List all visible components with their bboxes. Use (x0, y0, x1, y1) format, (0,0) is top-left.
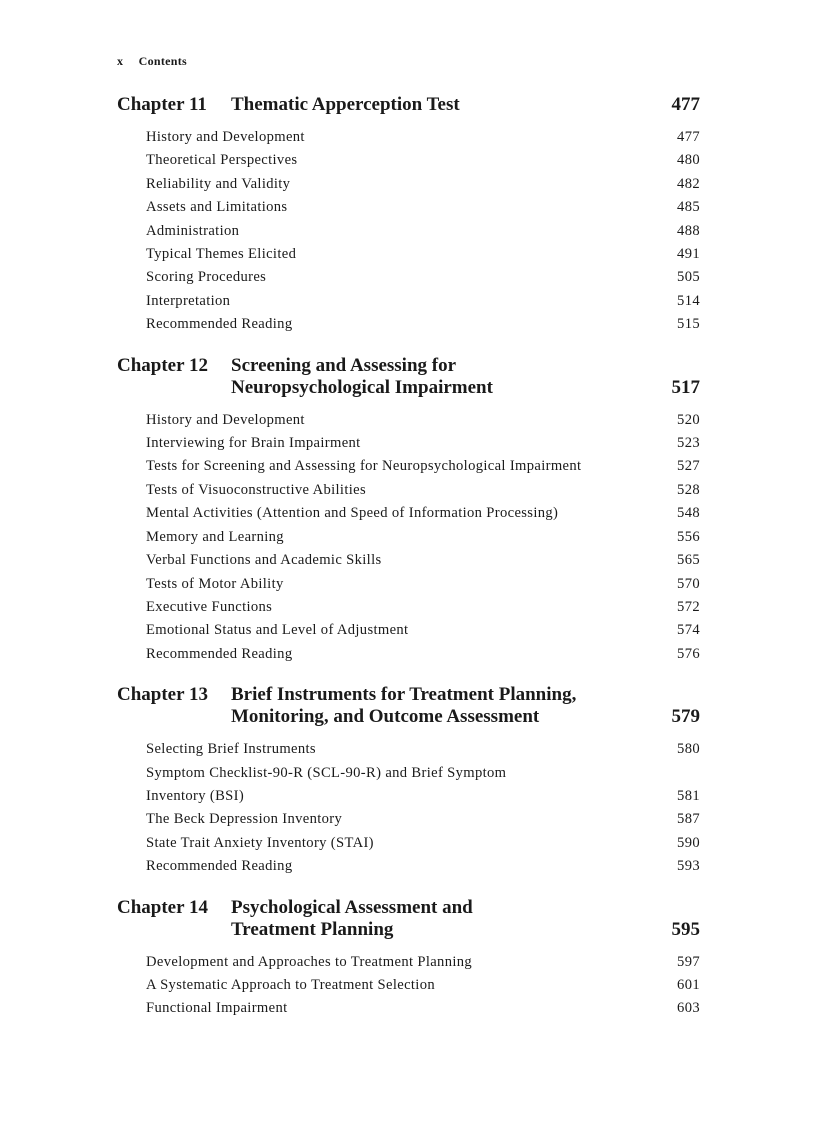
toc-entry-title: Reliability and Validity (146, 175, 291, 192)
toc-entry-title: Tests of Motor Ability (146, 575, 284, 592)
toc-entry (146, 243, 700, 266)
chapter-page-number: 477 (671, 94, 700, 115)
toc-entry-page-number: 515 (677, 316, 700, 333)
chapter-heading (117, 684, 700, 728)
toc-entry-page-number: 527 (677, 458, 700, 475)
toc-entry-page-number: 574 (677, 622, 700, 639)
toc-entry-title: Emotional Status and Level of Adjustment (146, 622, 409, 639)
toc-entry (146, 313, 700, 336)
chapter-section (117, 897, 700, 1021)
toc-entry (146, 619, 700, 642)
toc-entry (146, 479, 700, 502)
chapter-section (117, 684, 700, 878)
toc-entry-title: Scoring Procedures (146, 269, 267, 286)
toc-entry (146, 762, 700, 809)
running-head (117, 54, 187, 69)
toc-entry-page-number: 587 (677, 811, 700, 828)
toc-entry-title: History and Development (146, 129, 305, 145)
toc-entry-page-number: 528 (677, 481, 700, 498)
toc-entry (146, 455, 700, 478)
toc-entry-page-number: 601 (677, 976, 700, 993)
toc-entry-title: A Systematic Approach to Treatment Selection (146, 976, 435, 993)
toc-entry-page-number: 488 (677, 222, 700, 239)
toc-entry-title: Assets and Limitations (146, 199, 288, 216)
toc-entry (146, 290, 700, 313)
chapter-number: Chapter 13 (117, 684, 208, 706)
toc-entry (146, 855, 700, 878)
chapter-section (117, 355, 700, 666)
toc-entry-page-number: 590 (677, 834, 700, 851)
chapter-title: Brief Instruments for Treatment Planning, Monitoring, and Outcome Assessment (231, 684, 577, 728)
toc-entry (146, 196, 700, 219)
toc-entry-page-number: 491 (677, 246, 700, 263)
running-head-title: Contents (138, 54, 188, 68)
toc-entry (146, 526, 700, 549)
toc-entry-page-number: 485 (677, 199, 700, 216)
toc-entry-title: Interviewing for Brain Impairment (146, 435, 361, 452)
toc-entry-title: Tests of Visuoconstructive Abilities (146, 481, 366, 498)
chapter-entries (117, 126, 700, 337)
toc-entry-title: Development and Approaches to Treatment Planning (146, 953, 473, 970)
chapter-number: Chapter 12 (117, 354, 208, 376)
chapter-section (117, 94, 700, 337)
table-of-contents (117, 94, 700, 1039)
toc-entry-title: Administration (146, 222, 240, 239)
toc-entry-title: Tests for Screening and Assessing for Neuropsychological Impairment (146, 458, 582, 475)
toc-entry-page-number: 576 (677, 645, 700, 662)
toc-entry (146, 126, 700, 149)
chapter-entries (117, 738, 700, 878)
chapter-entries (117, 409, 700, 666)
toc-entry-page-number: 520 (677, 411, 700, 428)
chapter-title: Thematic Apperception Test (231, 94, 460, 115)
toc-entry (146, 266, 700, 289)
toc-entry-title: Selecting Brief Instruments (146, 741, 316, 758)
toc-entry (146, 808, 700, 831)
toc-entry (146, 220, 700, 243)
chapter-page-number: 595 (671, 918, 700, 940)
toc-entry (146, 596, 700, 619)
page-number: x (117, 54, 124, 68)
toc-entry (146, 951, 700, 974)
chapter-page-number: 517 (671, 376, 700, 398)
toc-entry (146, 997, 700, 1020)
toc-entry-title: Memory and Learning (146, 528, 284, 545)
toc-entry-title: Executive Functions (146, 598, 273, 615)
toc-entry-title: State Trait Anxiety Inventory (STAI) (146, 834, 374, 851)
toc-entry-page-number: 482 (677, 175, 700, 192)
toc-entry-page-number: 556 (677, 528, 700, 545)
toc-entry-page-number: 572 (677, 598, 700, 615)
chapter-title: Psychological Assessment and Treatment Planning (231, 896, 473, 940)
chapter-title: Screening and Assessing for Neuropsychological Impairment (231, 354, 493, 398)
toc-entry-title: Recommended Reading (146, 316, 293, 333)
chapter-heading (117, 355, 700, 399)
toc-entry-page-number: 477 (677, 129, 700, 145)
toc-entry (146, 832, 700, 855)
toc-entry-page-number: 565 (677, 552, 700, 569)
toc-entry-title: Recommended Reading (146, 645, 293, 662)
toc-entry-title: History and Development (146, 411, 305, 428)
toc-entry-title: Mental Activities (Attention and Speed of Information Processing) (146, 505, 559, 522)
toc-entry-title: Theoretical Perspectives (146, 152, 298, 169)
toc-entry-page-number: 581 (677, 787, 700, 804)
chapter-number: Chapter 11 (117, 94, 207, 115)
toc-entry (146, 974, 700, 997)
chapter-heading (117, 897, 700, 941)
toc-entry-page-number: 580 (677, 741, 700, 758)
toc-entry-page-number: 597 (677, 953, 700, 970)
toc-entry (146, 738, 700, 761)
toc-entry-title: Interpretation (146, 292, 231, 309)
toc-entry-page-number: 505 (677, 269, 700, 286)
toc-entry (146, 549, 700, 572)
toc-entry-page-number: 548 (677, 505, 700, 522)
toc-entry-page-number: 593 (677, 858, 700, 875)
chapter-page-number: 579 (671, 706, 700, 728)
toc-entry-page-number: 480 (677, 152, 700, 169)
toc-entry (146, 149, 700, 172)
toc-entry (146, 409, 700, 432)
toc-entry-page-number: 603 (677, 1000, 700, 1017)
toc-entry (146, 502, 700, 525)
chapter-entries (117, 951, 700, 1021)
toc-entry-title: Typical Themes Elicited (146, 246, 297, 263)
toc-entry-title: The Beck Depression Inventory (146, 811, 343, 828)
toc-entry (146, 173, 700, 196)
toc-entry (146, 643, 700, 666)
chapter-number: Chapter 14 (117, 896, 208, 918)
toc-entry-title: Verbal Functions and Academic Skills (146, 552, 382, 569)
toc-entry-page-number: 514 (677, 292, 700, 309)
toc-entry-title: Recommended Reading (146, 858, 293, 875)
toc-entry-page-number: 523 (677, 435, 700, 452)
toc-entry (146, 573, 700, 596)
toc-entry-title: Functional Impairment (146, 1000, 288, 1017)
toc-entry-page-number: 570 (677, 575, 700, 592)
toc-entry-title: Symptom Checklist-90-R (SCL-90-R) and Brief Symptom Inventory (BSI) (146, 764, 507, 804)
toc-entry (146, 432, 700, 455)
chapter-heading (117, 94, 700, 116)
